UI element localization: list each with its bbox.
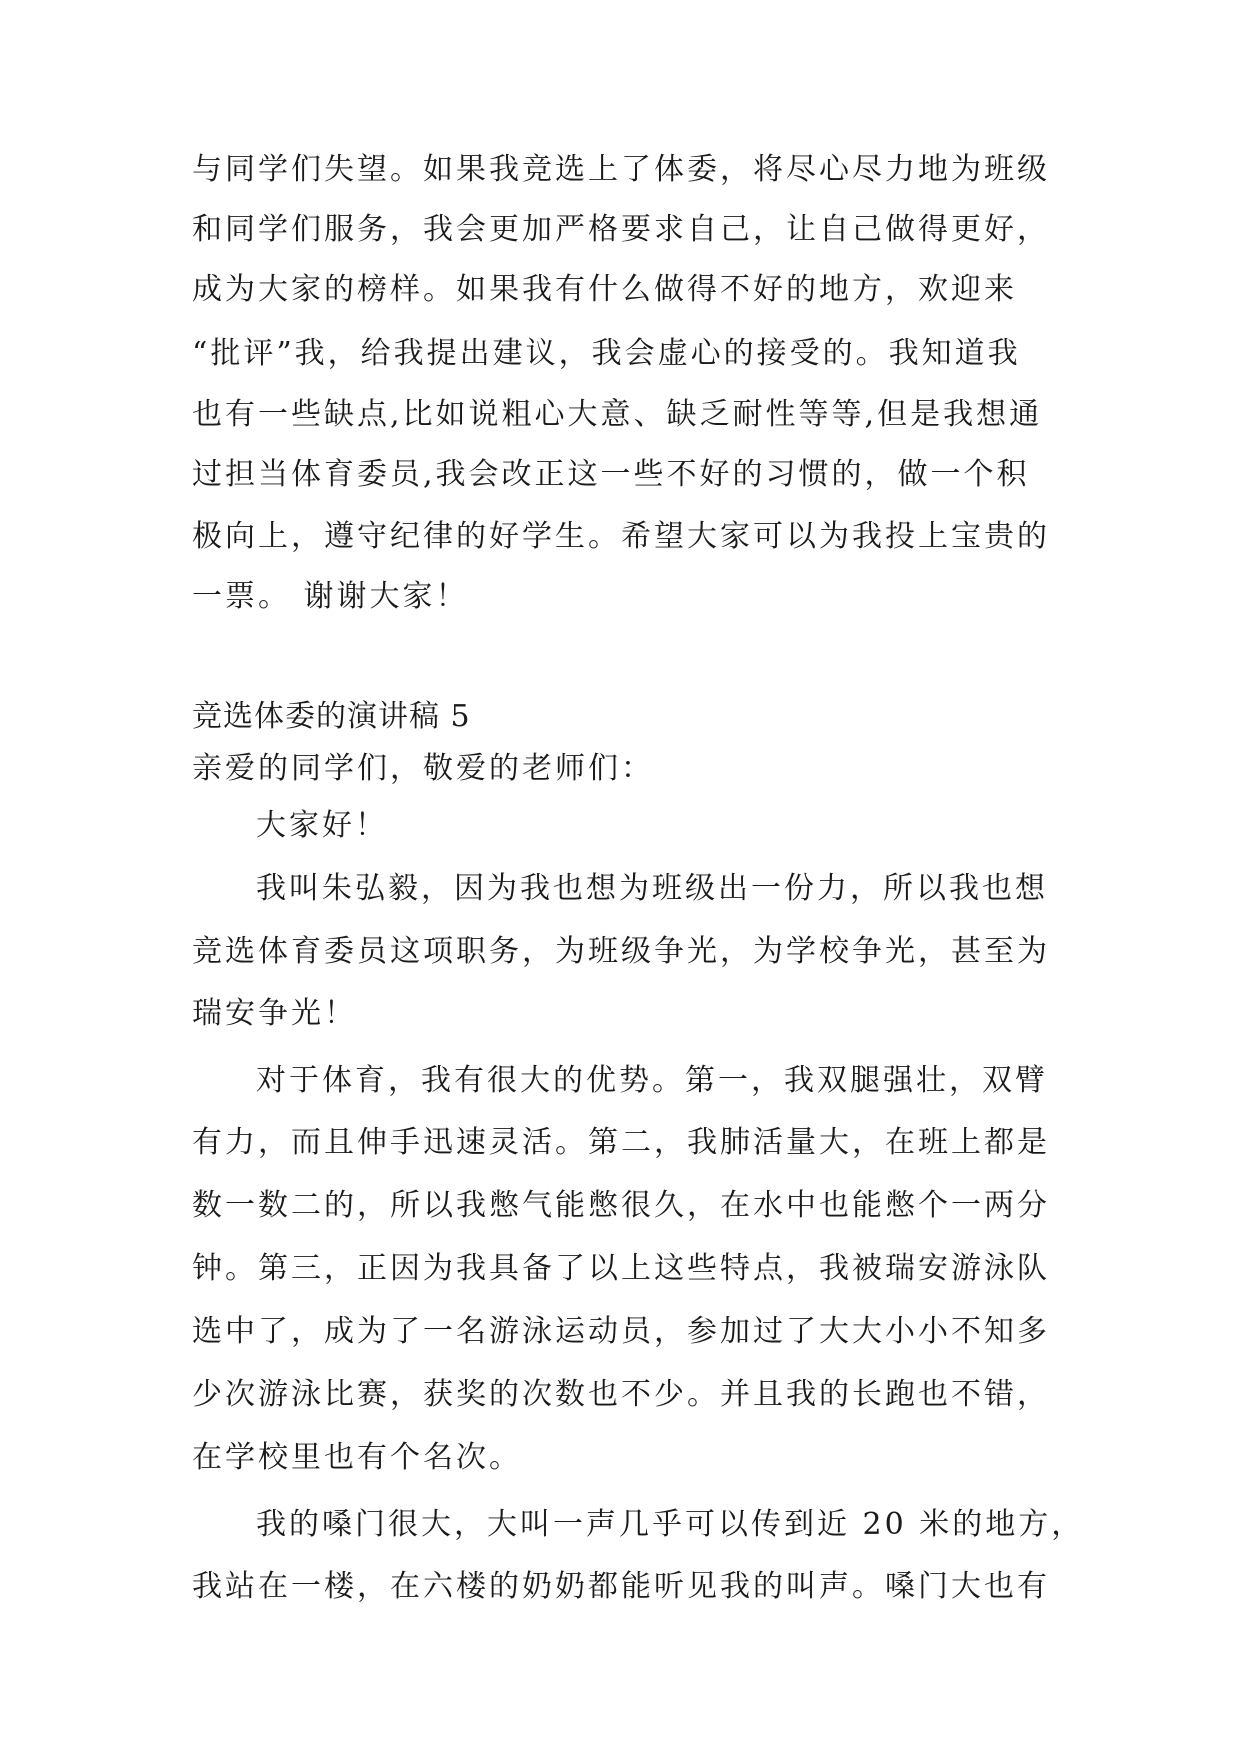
section-title: 竞选体委的演讲稿 5 xyxy=(192,699,471,734)
salutation: 亲爱的同学们，敬爱的老师们： xyxy=(192,751,654,786)
greeting: 大家好！ xyxy=(256,808,388,843)
paragraph-line: 竞选体育委员这项职务，为班级争光，为学校争光，甚至为 xyxy=(192,934,1050,969)
paragraph-line: 瑞安争光！ xyxy=(192,996,357,1031)
paragraph-line: 我叫朱弘毅，因为我也想为班级出一份力，所以我也想 xyxy=(256,871,1048,906)
paragraph-line: 有力，而且伸手迅速灵活。第二，我肺活量大，在班上都是 xyxy=(192,1125,1050,1160)
text-line: 成为大家的榜样。如果我有什么做得不好的地方，欢迎来 xyxy=(192,272,1017,307)
text-line: 也有一些缺点,比如说粗心大意、缺乏耐性等等,但是我想通 xyxy=(192,397,1043,432)
paragraph-line: 数一数二的，所以我憋气能憋很久，在水中也能憋个一两分 xyxy=(192,1188,1050,1223)
paragraph-line: 我的嗓门很大，大叫一声几乎可以传到近 20 米的地方， xyxy=(256,1507,1085,1542)
text-line: 一票。 谢谢大家！ xyxy=(192,579,469,614)
paragraph-line: 选中了，成为了一名游泳运动员，参加过了大大小小不知多 xyxy=(192,1314,1050,1349)
text-line: 极向上，遵守纪律的好学生。希望大家可以为我投上宝贵的 xyxy=(192,519,1050,554)
text-line: 和同学们服务，我会更加严格要求自己，让自己做得更好， xyxy=(192,212,1050,247)
text-line: 过担当体育委员,我会改正这一些不好的习惯的，做一个积 xyxy=(192,457,1030,492)
paragraph-line: 我站在一楼，在六楼的奶奶都能听见我的叫声。嗓门大也有 xyxy=(192,1569,1050,1604)
paragraph-line: 对于体育，我有很大的优势。第一，我双腿强壮，双臂 xyxy=(256,1063,1048,1098)
text-line: 与同学们失望。如果我竞选上了体委，将尽心尽力地为班级 xyxy=(192,152,1050,187)
paragraph-line: 少次游泳比赛，获奖的次数也不少。并且我的长跑也不错， xyxy=(192,1377,1050,1412)
paragraph-line: 钟。第三，正因为我具备了以上这些特点，我被瑞安游泳队 xyxy=(192,1251,1050,1286)
paragraph-line: 在学校里也有个名次。 xyxy=(192,1440,522,1475)
text-line: “批评”我，给我提出建议，我会虚心的接受的。我知道我 xyxy=(192,336,1021,371)
